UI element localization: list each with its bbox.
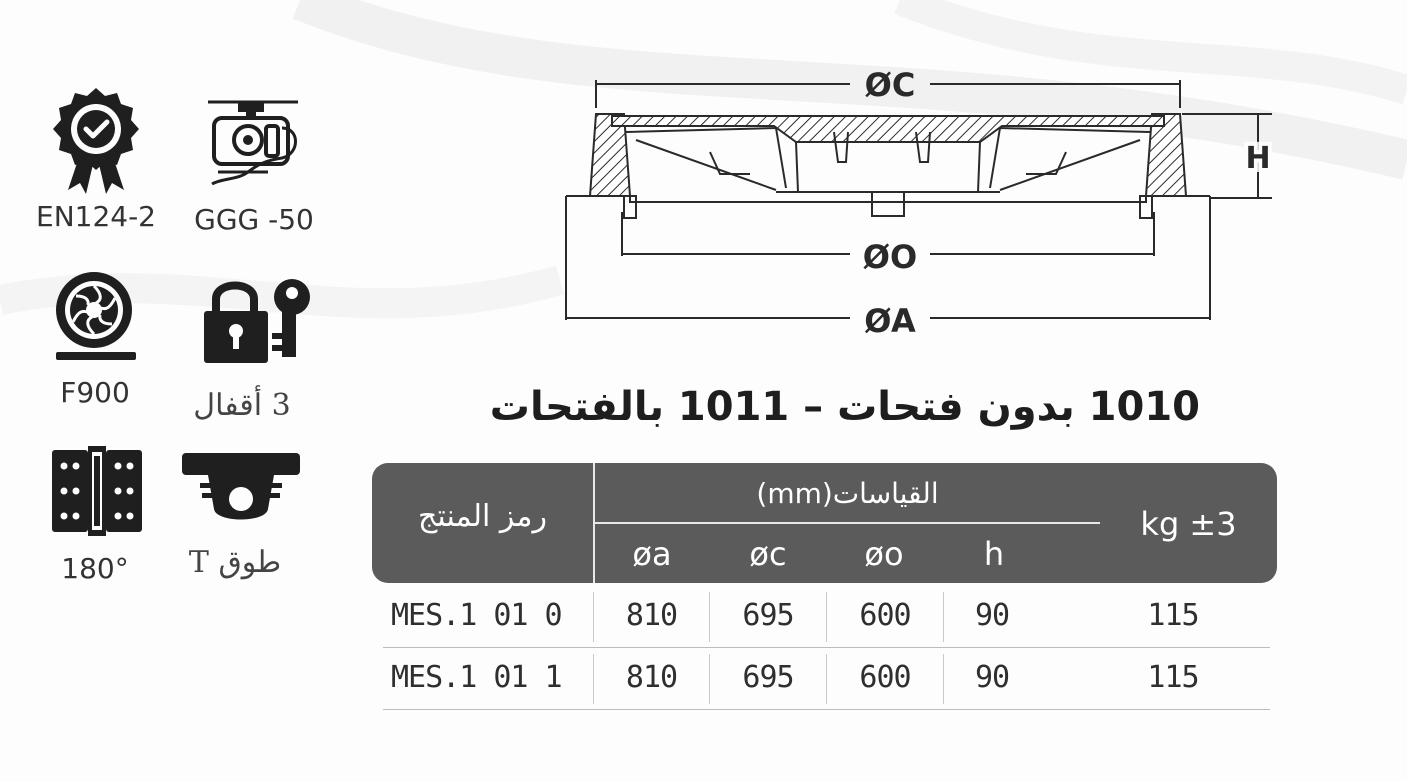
cell-c: 695 (742, 598, 794, 633)
cell-kg: 115 (1147, 598, 1199, 633)
table-row (383, 648, 1270, 708)
locks-label: 3 أقفال (193, 388, 291, 423)
hinge-icon (52, 446, 142, 536)
cell-c: 695 (742, 660, 794, 695)
row-divider (383, 709, 1270, 710)
heading-variant-2: بالفتحات (489, 384, 664, 430)
col-h: h (983, 535, 1005, 573)
cell-a: 810 (625, 660, 678, 695)
heading-code-2: 1011 (677, 384, 790, 430)
lock-and-key-icon (202, 275, 312, 367)
cell-o: 600 (859, 660, 911, 695)
table-header (372, 463, 1277, 583)
col-dimensions: القياسات(mm) (756, 477, 939, 510)
heading-dash: – (803, 384, 824, 430)
cell-a: 810 (625, 598, 678, 633)
table-row (383, 586, 1270, 646)
dim-o-label: ØO (862, 238, 918, 276)
col-weight: kg ±3 (1140, 505, 1237, 543)
t-collar-icon (182, 453, 300, 529)
col-c: øc (749, 535, 787, 573)
dim-c-label: ØC (864, 66, 916, 104)
cell-kg: 115 (1147, 660, 1199, 695)
dim-h-label: H (1245, 141, 1271, 176)
material-label: GGG -50 (194, 203, 314, 236)
collar-label: طوق T (188, 545, 282, 580)
heading-variant-1: بدون فتحات (837, 384, 1075, 430)
header-divider-horizontal (595, 522, 1100, 524)
cert-label: EN124-2 (36, 200, 156, 233)
load-wheel-icon (52, 270, 140, 366)
cell-code: MES.1 01 0 (391, 598, 562, 633)
col-product-code: رمز المنتج (418, 499, 547, 534)
heading-code-1: 1010 (1088, 384, 1200, 430)
col-o: øo (864, 535, 904, 573)
load-class-label: F900 (60, 376, 130, 409)
cell-h: 90 (974, 660, 1010, 695)
cell-h: 90 (974, 598, 1010, 633)
cell-o: 600 (859, 598, 911, 633)
dim-a-label: ØA (864, 302, 916, 340)
product-heading (440, 384, 1200, 430)
ductile-iron-casting-icon (208, 98, 304, 188)
cell-code: MES.1 01 1 (391, 660, 562, 695)
col-a: øa (632, 535, 672, 573)
manhole-cover-cross-section-drawing (560, 62, 1280, 352)
hinge-angle-label: 180° (61, 552, 129, 585)
certified-seal-icon (50, 86, 142, 196)
